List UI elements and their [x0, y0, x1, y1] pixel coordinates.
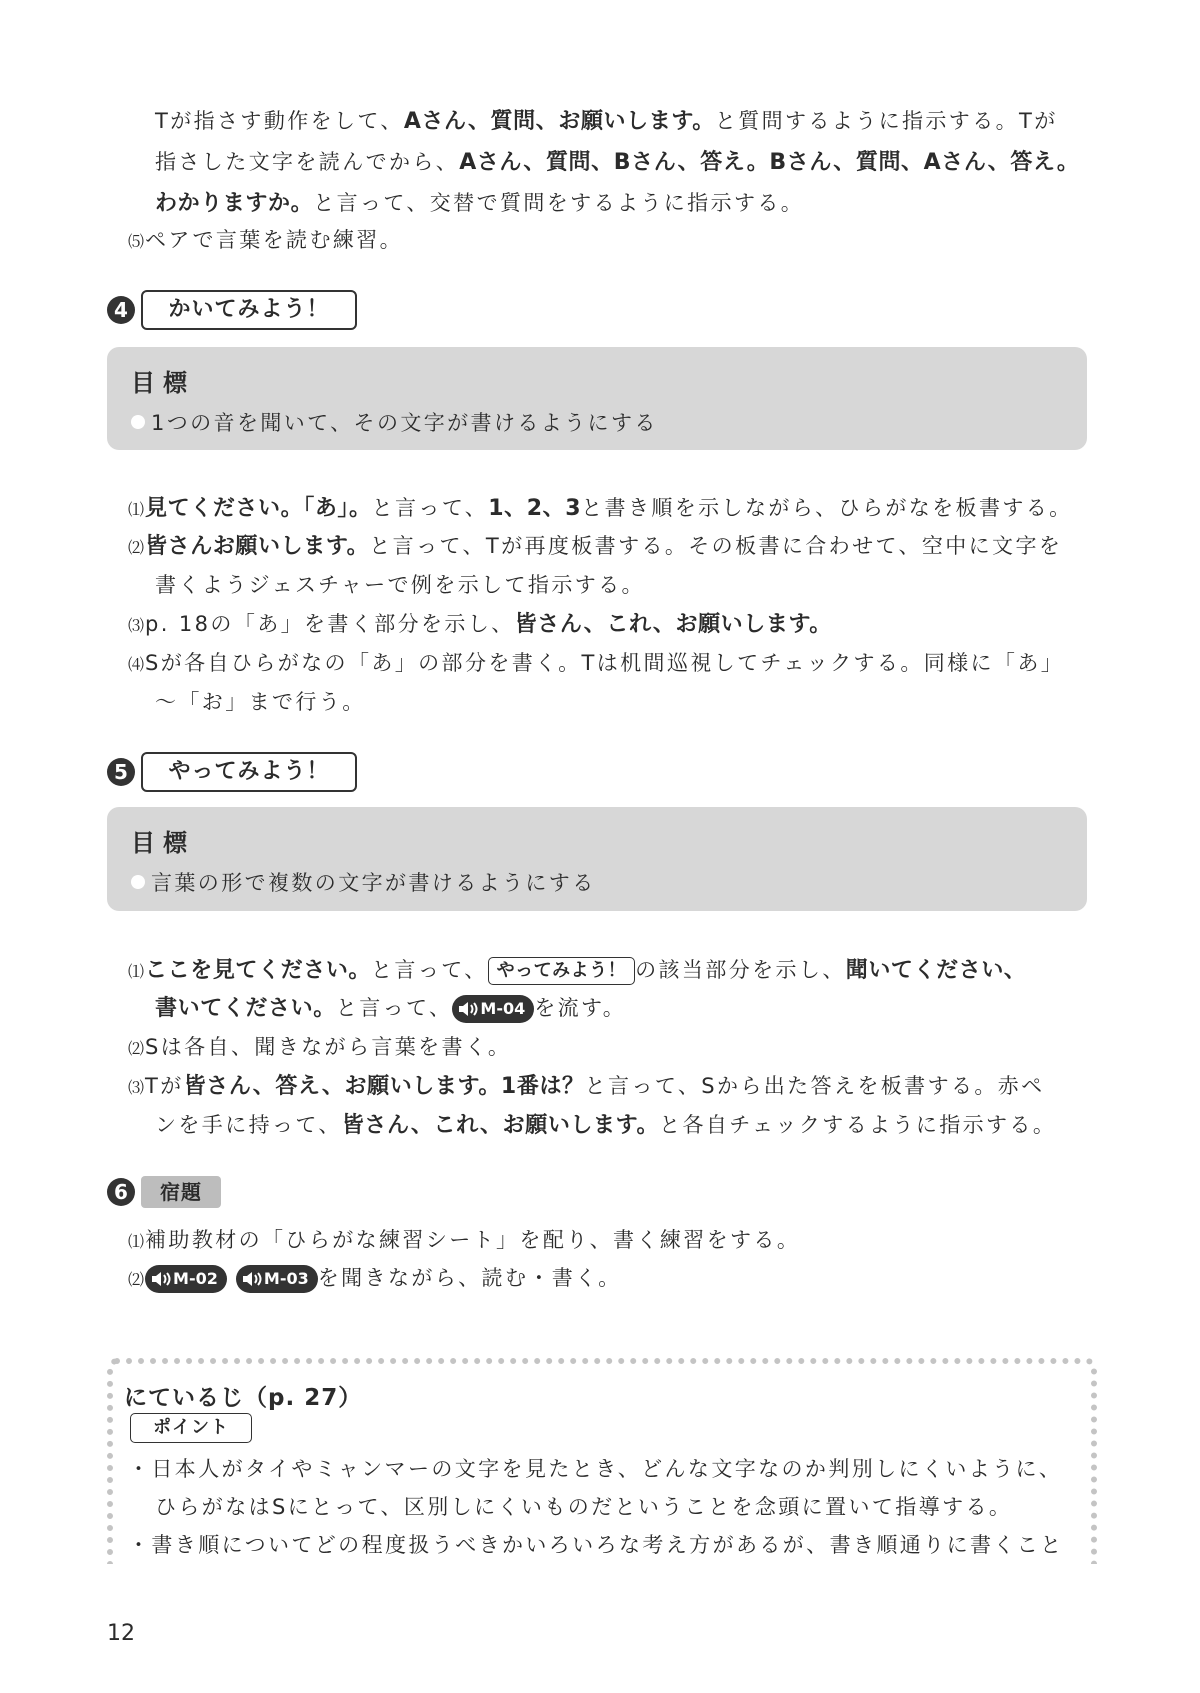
s5-item-2: ⑵Sは各自、聞きながら言葉を書く。 [128, 1035, 512, 1059]
s6-item-2: ⑵ M-02 M-03 を聞きながら、読む・書く。 [128, 1263, 622, 1295]
note-bullet-1-cont: ひらがなはSにとって、区別しにくいものだということを念頭に置いて指導する。 [155, 1495, 1013, 1519]
note-bullet-1: ・日本人がタイやミャンマーの文字を見たとき、どんな文字なのか判別しにくいように、 [128, 1457, 1063, 1481]
s5-item-1: ⑴ここを見てください。と言って、 やってみよう！ の該当部分を示し、聞いてください、 [128, 958, 1027, 983]
s5-item-1-cont: 書いてください。と言って、 M-04 を流す。 [155, 996, 627, 1021]
section-6-header [107, 1172, 247, 1212]
intro-line-3: わかりますか。と言って、交替で質問をするように指示する。 [155, 191, 805, 216]
page-number: 12 [107, 1621, 135, 1646]
note-bullet-2: ・書き順についてどの程度扱うべきかいろいろな考え方があるが、書き順通りに書くこと [128, 1533, 1064, 1557]
section-title: やってみよう！ [141, 752, 357, 792]
s4-item-4-cont: ～「お」まで行う。 [155, 690, 366, 714]
s5-item-3: ⑶Tが皆さん、答え、お願いします。1番は？と言って、Sから出た答えを板書する。赤ペ [128, 1074, 1045, 1099]
s4-item-2-cont: 書くようジェスチャーで例を示して指示する。 [155, 573, 645, 597]
audio-track-badge[interactable]: M-04 [452, 995, 534, 1023]
section-5-header [107, 752, 367, 792]
s6-item-1: ⑴補助教材の「ひらがな練習シート」を配り、書く練習をする。 [128, 1228, 801, 1252]
bullet-icon [131, 875, 145, 889]
bullet-icon [131, 415, 145, 429]
section-title: かいてみよう！ [141, 290, 357, 330]
s4-item-2: ⑵皆さんお願いします。と言って、Tが再度板書する。その板書に合わせて、空中に文字を [128, 534, 1063, 559]
point-label: ポイント [130, 1413, 252, 1443]
speaker-icon [151, 1271, 173, 1287]
section-5-goal-box [107, 807, 1087, 911]
s4-item-4: ⑷Sが各自ひらがなの「あ」の部分を書く。Tは机間巡視してチェックする。同様に「あ」 [128, 651, 1065, 675]
intro-line-1: Tが指さす動作をして、Aさん、質問、お願いします。と質問するように指示する。Tが [155, 109, 1058, 134]
intro-item-5: ⑸ペアで言葉を読む練習。 [128, 228, 404, 252]
s4-item-1: ⑴見てください。「あ」。と言って、1、2、3と書き順を示しながら、ひらがなを板書する。 [128, 496, 1073, 521]
section-number: 4 [107, 296, 135, 324]
speaker-icon [458, 1001, 480, 1017]
section-number: 5 [107, 758, 135, 786]
section-4-header [107, 290, 367, 330]
audio-track-badge[interactable]: M-03 [236, 1265, 318, 1293]
audio-track-badge[interactable]: M-02 [145, 1265, 227, 1293]
section-4-goal-box [107, 347, 1087, 450]
goal-title: 目標 [131, 829, 195, 857]
activity-chip: やってみよう！ [488, 957, 636, 985]
section-number: 6 [107, 1178, 135, 1206]
goal-title: 目標 [131, 369, 195, 397]
note-title: にているじ（p. 27） [124, 1385, 363, 1411]
intro-line-2: 指さした文字を読んでから、Aさん、質問、Bさん、答え。Bさん、質問、Aさん、答え。 [155, 150, 1080, 175]
speaker-icon [242, 1271, 264, 1287]
goal-item: 言葉の形で複数の文字が書けるようにする [131, 867, 596, 897]
goal-item: 1つの音を聞いて、その文字が書けるようにする [131, 407, 658, 437]
section-title: 宿題 [141, 1176, 221, 1208]
s5-item-3-cont: ンを手に持って、皆さん、これ、お願いします。と各自チェックするように指示する。 [155, 1113, 1057, 1138]
s4-item-3: ⑶p. 18の「あ」を書く部分を示し、皆さん、これ、お願いします。 [128, 612, 832, 637]
